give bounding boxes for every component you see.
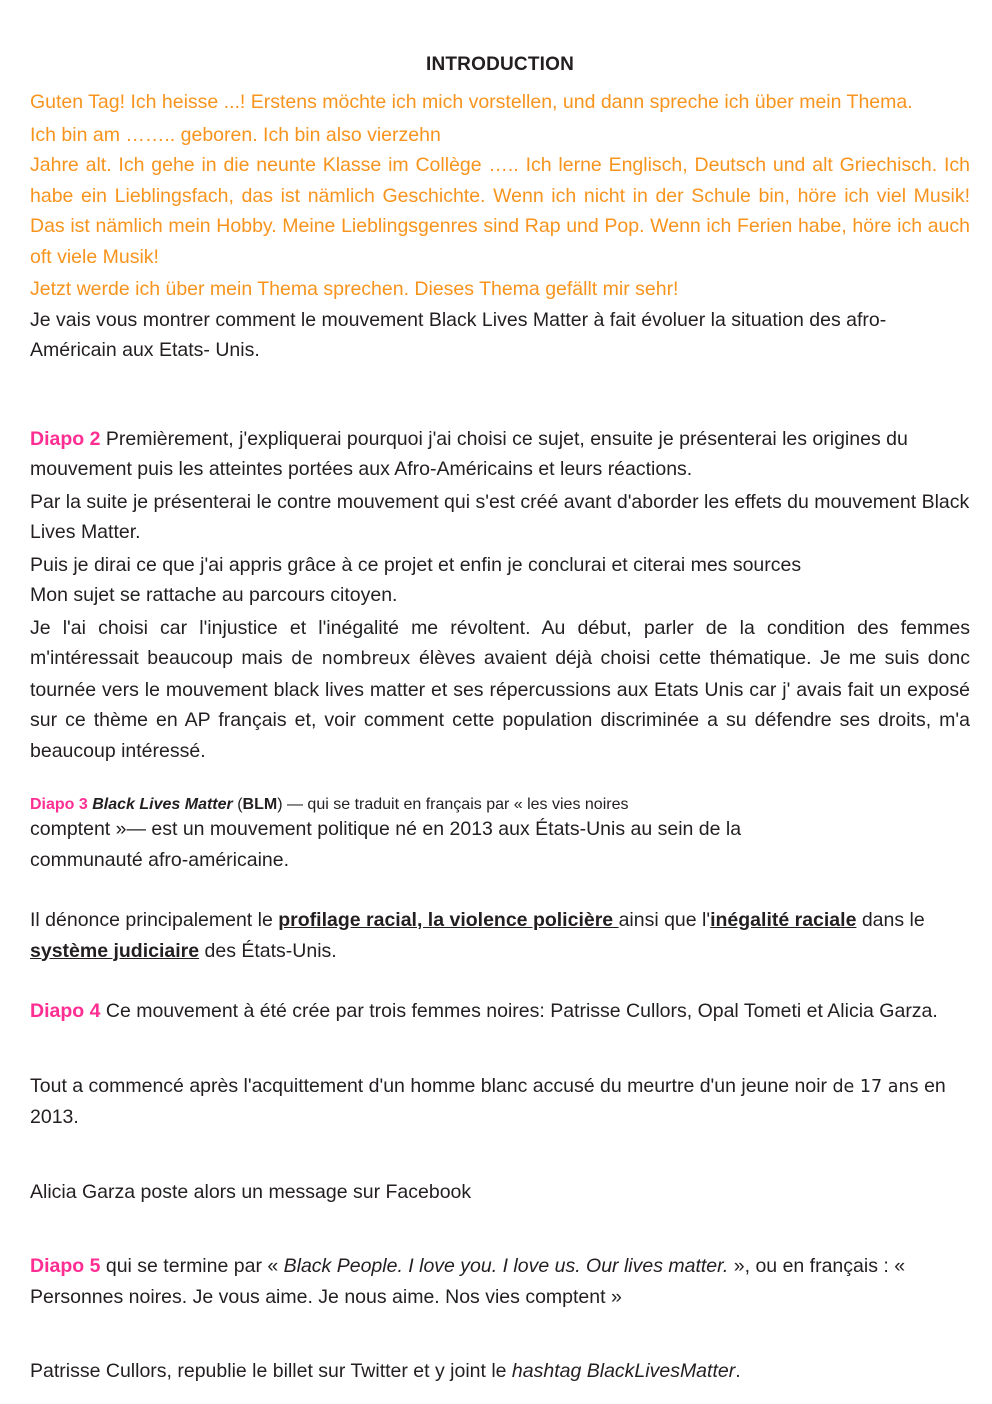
diapo4-p2-part-c: en 2013.	[30, 1074, 946, 1128]
diapo4-paragraph-2	[30, 1071, 970, 1133]
diapo3-movement-title: Black Lives Matter	[92, 796, 233, 813]
diapo3-abbrev-open: (	[237, 796, 243, 813]
document-body	[30, 52, 970, 1387]
spacer	[30, 1027, 970, 1071]
diapo3-underline-inegalite: inégalité raciale	[710, 909, 857, 931]
german-intro-paragraph-2: Jahre alt. Ich gehe in die neunte Klasse im Collège ….. Ich lerne Englisch, Deutsch und alt Griechisch. Ich habe ein Lieblingsfach, das ist nämlich Geschichte. Wenn ich nicht in der Schule bin, höre ich viel Musik! Das ist nämlich mein Hobby. Meine Lieblingsgenres sind Rap und Pop. Wenn ich Ferien habe, höre ich auch oft viele Musik!	[30, 154, 970, 268]
page-title: INTRODUCTION	[425, 54, 575, 75]
diapo4-paragraph-1	[30, 996, 970, 1027]
diapo3-line-1	[30, 796, 970, 814]
diapo4-paragraph-1-text: Ce mouvement à été crée par trois femmes noires: Patrisse Cullors, Opal Tometi et Alicia Garza.	[100, 1000, 938, 1022]
diapo5-p2-part-a: Patrisse Cullors, republie le billet sur Twitter et y joint le	[30, 1360, 512, 1382]
diapo3-underline-systeme: système judiciaire	[30, 939, 200, 962]
diapo5-hashtag: hashtag BlackLivesMatter	[511, 1360, 736, 1382]
diapo5-quote-english: Black People. I love you. I love us. Our lives matter.	[283, 1255, 729, 1277]
diapo4-p2-emphasis-age: de 17 ans	[832, 1076, 919, 1097]
diapo2-paragraph-4-tail: se rattache au parcours citoyen.	[119, 584, 398, 606]
diapo2-paragraph-1-text: Premièrement, j'expliquerai pourquoi j'ai choisi ce sujet, ensuite je présenterai les origines du mouvement puis les atteintes portées aux Afro-Américains et leurs réactions.	[30, 427, 908, 480]
spacer	[30, 875, 970, 905]
diapo3-p2-part-b: ainsi que l'	[618, 909, 711, 931]
diapo3-p2-part-c: dans le	[856, 909, 925, 931]
german-intro-line-birth: Ich bin am …….. geboren. Ich bin also vierzehn	[30, 123, 441, 146]
spacer	[30, 1207, 970, 1251]
diapo2-paragraph-4	[30, 580, 970, 611]
diapo5-paragraph-2	[30, 1356, 970, 1387]
spacer	[30, 966, 970, 996]
diapo2-paragraph-5-part-a: Je l'ai choisi car l'injustice et l'inégalité me révoltent. Au début, parler de la condition des femmes m'intéressait beaucoup mais	[30, 616, 970, 669]
german-intro-paragraph-3: Jetzt werde ich über mein Thema sprechen. Dieses Thema gefällt mir sehr!	[30, 278, 679, 300]
spacer	[30, 366, 970, 424]
diapo2-label: Diapo 2	[30, 427, 101, 450]
diapo3-paragraph-2	[30, 905, 970, 966]
diapo3-line-1-tail: — qui se traduit en français par « les vies noires	[282, 796, 629, 813]
diapo5-paragraph-1	[30, 1251, 970, 1312]
diapo2-paragraph-5-part-c: élèves avaient déjà choisi cette thématique. Je me suis donc tournée vers le mouvement black lives matter et ses répercussions aux Etats Unis car j' avais fait un exposé sur ce thème en AP français et, voir comment cette population discriminée a su défendre ses droits, m'a beaucoup intéressé.	[30, 647, 970, 762]
diapo2-paragraph-2: Par la suite je présenterai le contre mouvement qui s'est créé avant d'aborder les effets du mouvement Black Lives Matter.	[30, 490, 970, 543]
diapo3-line-3: communauté afro-américaine.	[30, 848, 290, 871]
spacer	[30, 766, 970, 796]
spacer	[30, 1133, 970, 1177]
diapo3-label: Diapo 3	[30, 796, 88, 813]
diapo4-paragraph-3: Alicia Garza poste alors un message sur Facebook	[30, 1180, 472, 1203]
diapo3-abbrev-close: )	[277, 796, 283, 813]
diapo3-line-2: comptent »— est un mouvement politique né en 2013 aux États-Unis au sein de la	[30, 818, 742, 840]
diapo5-label: Diapo 5	[30, 1255, 101, 1277]
spacer	[30, 1312, 970, 1356]
diapo5-p1-part-a: qui se termine par «	[100, 1255, 284, 1277]
diapo5-p1-part-b: », ou en français : « Personnes noires. Je vous aime. Je nous aime. Nos vies comptent »	[30, 1255, 906, 1308]
diapo2-paragraph-5-emphasis: de nombreux	[291, 649, 411, 669]
diapo3-p2-part-d: des États-Unis.	[199, 939, 337, 962]
diapo3-underline-profilage: profilage racial, la violence policière	[278, 909, 619, 931]
diapo3-abbrev: BLM	[242, 796, 278, 813]
diapo2-paragraph-5	[30, 613, 970, 767]
diapo2-paragraph-3: Puis je dirai ce que j'ai appris grâce à ce projet et enfin je conclurai et citerai mes sources	[30, 553, 802, 576]
diapo4-p2-part-a: Tout a commencé après l'acquittement d'un homme blanc accusé du meurtre d'un jeune noir	[30, 1074, 833, 1097]
diapo4-label: Diapo 4	[30, 1000, 101, 1022]
diapo5-p2-part-b: .	[735, 1360, 741, 1382]
diapo2-paragraph-4-lead: Mon sujet	[30, 584, 120, 606]
german-intro-paragraph-1: Guten Tag! Ich heisse ...! Erstens möchte ich mich vorstellen, und dann spreche ich über mein Thema.	[30, 91, 913, 113]
diapo3-p2-part-a: Il dénonce principalement le	[30, 909, 279, 931]
diapo2-paragraph-1	[30, 424, 970, 485]
french-intro-paragraph: Je vais vous montrer comment le mouvement Black Lives Matter à fait évoluer la situation des afro-Américain aux Etats- Unis.	[30, 308, 887, 361]
